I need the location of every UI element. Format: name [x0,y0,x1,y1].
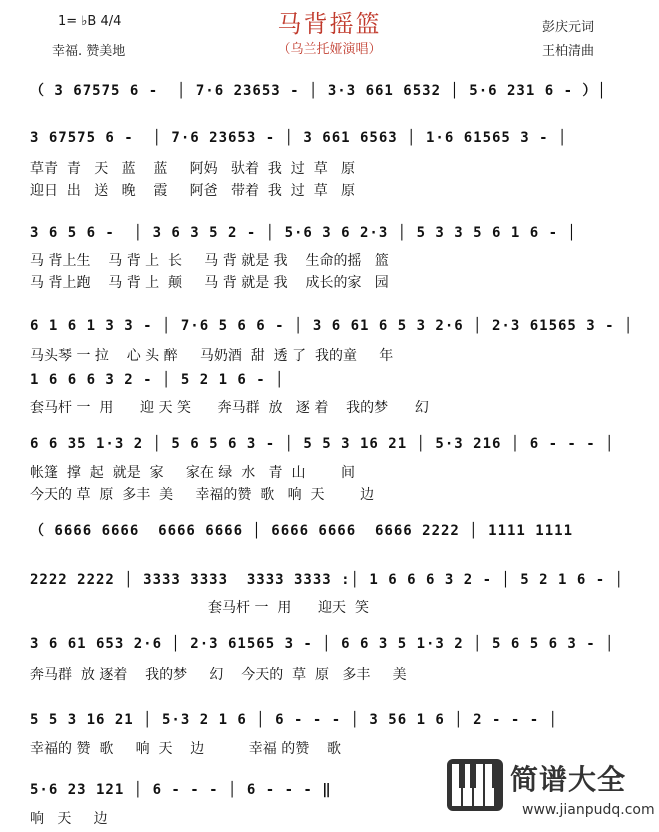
score-line-1: （ 3 67575 6 - │ 7·6 23653 - │ 3·3 661 6532 │ 5·6 231 6 - ）│ [30,83,607,99]
singer-subtitle: （乌兰托娅演唱） [277,42,382,57]
lyric-line-1: 草青 青 天 蓝 蓝 阿妈 驮着 我 过 草 原 [30,161,356,177]
score-line-7: （ 6666 6666 6666 6666 │ 6666 6666 6666 2222 │ 1111 1111 [30,523,574,539]
lyric-line-4: 马 背上跑 马 背 上 颠 马 背 就是 我 成长的家 园 [30,275,389,291]
lyric-line-3: 马 背上生 马 背 上 长 马 背 就是 我 生命的摇 篮 [30,253,389,269]
lyric-line-11: 幸福的 赞 歌 响 天 边 幸福 的赞 歌 [30,741,342,757]
score-line-9: 3 6 61 653 2·6 │ 2·3 61565 3 - │ 6 6 3 5 1·3 2 │ 5 6 5 6 3 - │ [30,636,615,652]
logo-url: www.jianpudq.com [522,802,655,818]
tempo-marking: 幸福. 赞美地 [52,44,126,59]
lyric-line-9: 套马杆 一 用 迎天 笑 [30,600,369,616]
score-line-6: 6 6 35 1·3 2 │ 5 6 5 6 3 - │ 5 5 3 16 21 │ 5·3 216 │ 6 - - - │ [30,436,615,452]
score-line-3: 3 6 5 6 - │ 3 6 3 5 2 - │ 5·6 3 6 2·3 │ 5 3 3 5 6 1 6 - │ [30,225,577,241]
song-title: 马背摇篮 [277,10,382,38]
score-line-10: 5 5 3 16 21 │ 5·3 2 1 6 │ 6 - - - │ 3 56 1 6 │ 2 - - - │ [30,712,559,728]
score-line-4: 6 1 6 1 3 3 - │ 7·6 5 6 6 - │ 3 6 61 6 5 3 2·6 │ 2·3 61565 3 - │ [30,318,634,334]
lyricist-credit: 彭庆元词 [542,20,595,35]
logo-title: 简谱大全 [510,763,627,796]
lyric-line-10: 奔马群 放 逐着 我的梦 幻 今天的 草 原 多丰 美 [30,667,407,683]
score-line-8: 2222 2222 │ 3333 3333 3333 3333 :│ 1 6 6 6 3 2 - │ 5 2 1 6 - │ [30,572,625,588]
key-signature: 1= ♭B 4/4 [58,14,122,29]
lyric-line-7: 帐篷 撑 起 就是 家 家在 绿 水 青 山 间 [30,465,356,481]
lyric-line-2: 迎日 出 送 晚 霞 阿爸 带着 我 过 草 原 [30,183,356,199]
piano-keys-icon [446,758,504,812]
score-line-11: 5·6 23 121 │ 6 - - - │ 6 - - - ‖ [30,782,332,798]
lyric-line-5: 马头琴 一 拉 心 头 醉 马奶酒 甜 透 了 我的童 年 [30,348,394,364]
lyric-line-6: 套马杆 一 用 迎 天 笑 奔马群 放 逐 着 我的梦 幻 [30,400,429,416]
composer-credit: 王柏清曲 [542,44,595,59]
score-line-2: 3 67575 6 - │ 7·6 23653 - │ 3 661 6563 │ 1·6 61565 3 - │ [30,130,568,146]
score-line-5: 1 6 6 6 3 2 - │ 5 2 1 6 - │ [30,372,285,388]
site-logo [446,758,654,828]
lyric-line-8: 今天的 草 原 多丰 美 幸福的赞 歌 响 天 边 [30,487,375,503]
lyric-line-12: 响 天 边 [30,811,108,827]
